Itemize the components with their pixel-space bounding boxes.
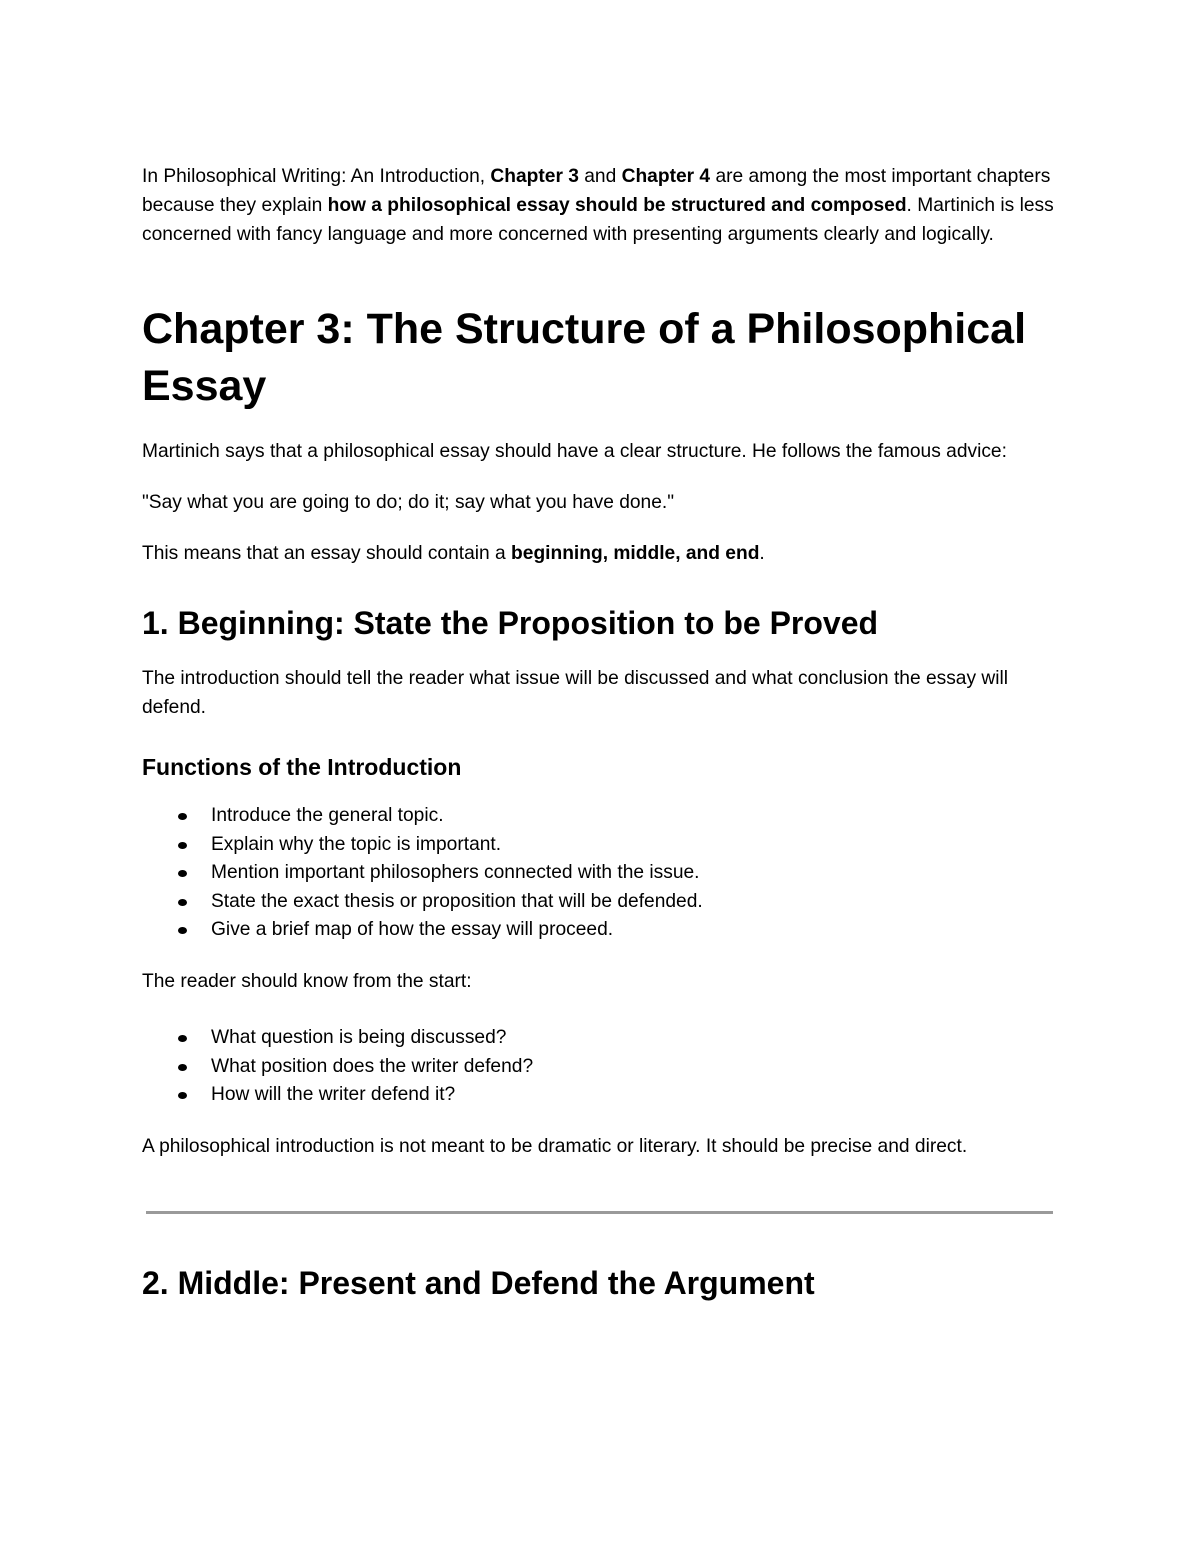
bullet-icon [178, 842, 187, 849]
chapter-3-title: Chapter 3: The Structure of a Philosophical Essay [142, 305, 1027, 410]
intro-bold-chapter-3: Chapter 3 [490, 166, 579, 187]
closing-paragraph: A philosophical introduction is not meant to be dramatic or literary. It should be precise and direct. [142, 1135, 968, 1157]
list-item [142, 831, 1057, 860]
list-item-text: State the exact thesis or proposition that will be defended. [211, 890, 703, 912]
list-item-text: Give a brief map of how the essay will proceed. [211, 919, 614, 941]
structure-summary-text: This means that an essay should contain a [142, 543, 512, 564]
list-item [142, 1081, 1057, 1110]
bullet-icon [178, 899, 187, 906]
list-item-text: What position does the writer defend? [211, 1055, 534, 1077]
chapter-3-paragraph: Martinich says that a philosophical essay should have a clear structure. He follows the famous advice: [142, 441, 1007, 462]
famous-advice-quote: "Say what you are going to do; do it; say what you have done." [142, 492, 675, 513]
intro-paragraph [142, 162, 1057, 249]
list-item [142, 888, 1057, 917]
section-1-heading: 1. Beginning: State the Proposition to be Proved [142, 605, 879, 641]
list-item [142, 859, 1057, 888]
list-item [142, 1024, 1057, 1053]
functions-list [142, 802, 1057, 945]
bullet-icon [178, 813, 187, 820]
bullet-icon [178, 1035, 187, 1042]
intro-text-3: are among the most important chapters because they explain [142, 166, 1051, 216]
list-item [142, 916, 1057, 945]
list-item [142, 802, 1057, 831]
intro-text-2: and [578, 166, 622, 187]
list-item-text: What question is being discussed? [211, 1026, 507, 1048]
bullet-icon [178, 1064, 187, 1071]
intro-bold-chapter-4: Chapter 4 [621, 166, 711, 187]
intro-text-1: In Philosophical Writing: An Introduction, [142, 166, 491, 187]
bullet-icon [178, 870, 187, 877]
bullet-icon [178, 927, 187, 934]
list-item [142, 1053, 1057, 1082]
reader-lead-paragraph: The reader should know from the start: [142, 970, 472, 992]
intro-text-4: . Martinich is less concerned with fancy language and more concerned with presenting arguments clearly and logically. [142, 195, 1054, 245]
reader-questions-list [142, 1024, 1057, 1110]
list-item-text: How will the writer defend it? [211, 1084, 456, 1106]
list-item-text: Mention important philosophers connected with the issue. [211, 862, 700, 884]
intro-bold-structure-phrase: how a philosophical essay should be structured and composed [327, 195, 907, 216]
structure-summary-period: . [759, 543, 765, 564]
list-item-text: Explain why the topic is important. [211, 833, 502, 855]
structure-summary-bold: beginning, middle, and end [511, 543, 760, 564]
horizontal-rule [146, 1211, 1053, 1214]
functions-subheading: Functions of the Introduction [142, 754, 462, 780]
section-2-heading: 2. Middle: Present and Defend the Argument [142, 1264, 815, 1301]
structure-summary-paragraph [142, 539, 1057, 568]
bullet-icon [178, 1092, 187, 1099]
list-item-text: Introduce the general topic. [211, 805, 444, 826]
document-page [142, 162, 1057, 1324]
section-1-paragraph: The introduction should tell the reader what issue will be discussed and what conclusion the essay will defend. [142, 668, 1009, 718]
